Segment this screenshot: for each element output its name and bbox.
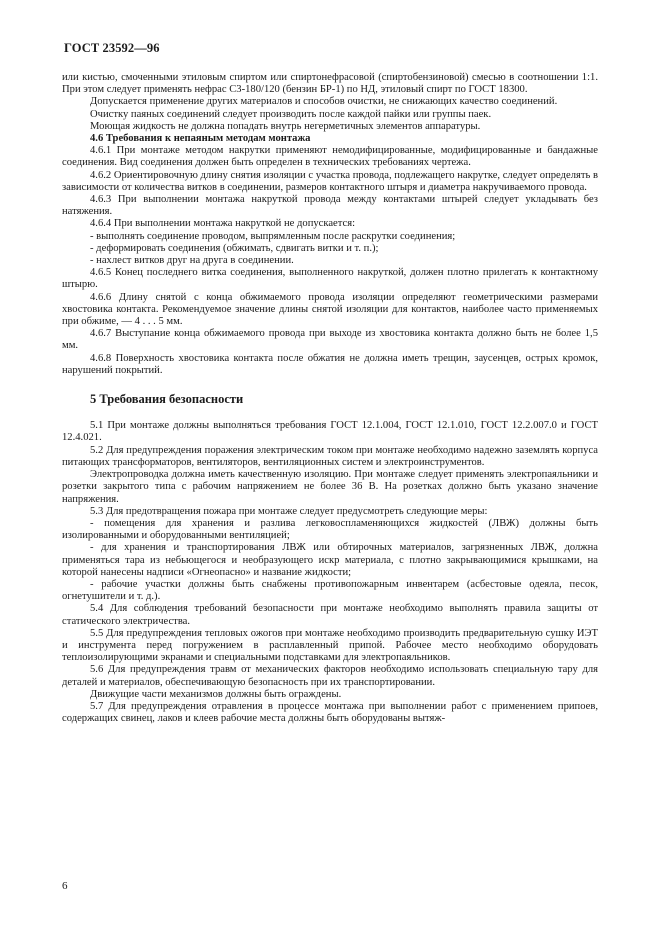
list-item: - для хранения и транспортирования ЛВЖ или обтирочных материалов, загрязненных ЛВЖ, должна применяться тара из небьющегося и необразующего искр материала, с плотно закрывающимися крышками, на которой нанесены надписи «Огнеопасно» и название жидкости;: [62, 542, 598, 578]
paragraph: или кистью, смоченными этиловым спиртом или спиртонефрасовой (спиртобензиновой) смесью в соотношении 1:1. При этом следует применять нефрас С3-180/120 (бензин БР-1) по НД, этиловый спирт по ГОСТ 18300.: [62, 72, 598, 96]
list-item: - помещения для хранения и разлива легковоспламеняющихся жидкостей (ЛВЖ) должны быть изолированными и оборудованными вентиляцией;: [62, 517, 598, 542]
paragraph: Очистку паяных соединений следует производить после каждой пайки или группы паек.: [90, 108, 492, 120]
paragraph: Электропроводка должна иметь качественную изоляцию. При монтаже следует применять электропаяльники и розетки закрытого типа с рабочим напряжением не более 36 В. На розетках должно быть указано значение напряжения.: [62, 469, 598, 505]
paragraph: 5.1 При монтаже должны выполняться требования ГОСТ 12.1.004, ГОСТ 12.1.010, ГОСТ 12.2.007.0 и ГОСТ 12.4.021.: [62, 420, 598, 444]
paragraph: Движущие части механизмов должны быть ограждены.: [90, 688, 342, 700]
subsection-heading: 4.6 Требования к непаяным методам монтажа: [90, 133, 311, 145]
section-5-text: [62, 420, 598, 725]
paragraph: Моющая жидкость не должна попадать внутрь негерметичных элементов аппаратуры.: [90, 120, 481, 132]
list-item: - выполнять соединение проводом, выпрямленным после раскрутки соединения;: [90, 230, 456, 242]
section-4-6-text: [62, 72, 598, 377]
paragraph: 4.6.4 При выполнении монтажа накруткой не допускается:: [90, 218, 356, 230]
paragraph: 5.5 Для предупреждения тепловых ожогов при монтаже необходимо производить предварительную сушку ИЭТ и инструмента перед погружением в расплавленный припой. Рабочее место необходимо оборудовать теплоизолирующими экранами и специальными подставками для электропаяльников.: [62, 627, 598, 664]
paragraph: 4.6.7 Выступание конца обжимаемого провода при выходе из хвостовика контакта должно быть не более 1,5 мм.: [62, 328, 598, 352]
paragraph: 5.2 Для предупреждения поражения электрическим током при монтаже необходимо надежно заземлять корпуса питающих трансформаторов, вентиляторов, вентиляционных систем и электроинструментов.: [62, 444, 598, 468]
paragraph: 5.3 Для предотвращения пожара при монтаже следует предусмотреть следующие меры:: [90, 505, 488, 517]
paragraph: Допускается применение других материалов и способов очистки, не снижающих качество соединений.: [90, 96, 558, 108]
paragraph: 4.6.1 При монтаже методом накрутки применяют немодифицированные, модифицированные и бандажные соединения. Вид соединения должен быть определен в технических требованиях чертежа.: [62, 145, 598, 169]
list-item: - деформировать соединения (обжимать, сдвигать витки и т. п.);: [90, 242, 379, 254]
paragraph: 4.6.5 Конец последнего витка соединения, выполненного накруткой, должен плотно прилегать к контактному штырю.: [62, 267, 598, 291]
paragraph: 4.6.6 Длину снятой с конца обжимаемого провода изоляции определяют геометрическими размерами хвостовика контакта. Рекомендуемое значение длины снятой изоляции для контактов, наиболее часто применяемых при обжиме, — 4 . . . 5 мм.: [62, 291, 598, 328]
standard-header: ГОСТ 23592—96: [64, 41, 160, 55]
paragraph: 5.4 Для соблюдения требований безопасности при монтаже необходимо выполнять правила защиты от статического электричества.: [62, 603, 598, 627]
section-heading: 5 Требования безопасности: [90, 392, 244, 407]
list-item: - нахлест витков друг на друга в соединении.: [90, 255, 294, 267]
paragraph: 4.6.8 Поверхность хвостовика контакта после обжатия не должна иметь трещин, заусенцев, острых кромок, нарушений покрытий.: [62, 352, 598, 376]
paragraph: 5.6 Для предупреждения травм от механических факторов необходимо использовать специальную тару для деталей и материалов, обеспечивающую безопасность при их транспортировании.: [62, 664, 598, 688]
paragraph: 5.7 Для предупреждения отравления в процессе монтажа при выполнении работ с применением припоев, содержащих свинец, лаков и клеев рабочие места должны быть оборудованы вытяж-: [62, 700, 598, 725]
list-item: - рабочие участки должны быть снабжены противопожарным инвентарем (асбестовые одеяла, песок, огнетушители и т. д.).: [62, 578, 598, 603]
paragraph: 4.6.3 При выполнении монтажа накруткой провода между контактами штырей следует укладывать без натяжения.: [62, 194, 598, 218]
page-number: 6: [62, 880, 68, 892]
paragraph: 4.6.2 Ориентировочную длину снятия изоляции с участка провода, подлежащего накрутке, следует определять в зависимости от количества витков в соединении, размеров контактного штыря и диаметра накручиваемого провода.: [62, 169, 598, 193]
document-body: [62, 72, 598, 725]
